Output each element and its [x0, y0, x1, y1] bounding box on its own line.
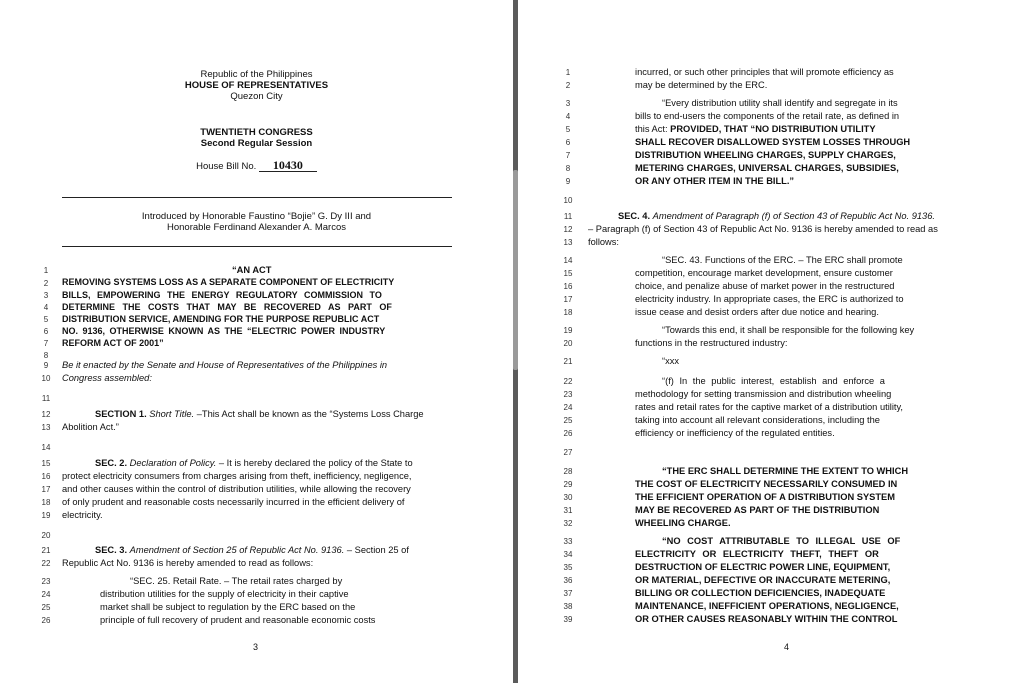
erc-determination-line: “THE ERC SHALL DETERMINE THE EXTENT TO WHICH [662, 466, 909, 476]
line-number: 5 [565, 125, 571, 134]
introduced-line-1: Introduced by Honorable Faustino “Bojie” G. Dy III and [141, 211, 372, 222]
continued-line: incurred, or such other principles that will promote efficiency as [635, 67, 894, 77]
no-cost-line: ELECTRICITY OR ELECTRICITY THEFT, THEFT OR [635, 549, 879, 559]
line-number: 23 [563, 390, 573, 399]
line-number: 4 [43, 303, 49, 312]
header-city: Quezon City [230, 91, 283, 102]
line-number: 37 [563, 589, 573, 598]
line-number: 32 [563, 519, 573, 528]
line-number: 12 [563, 225, 573, 234]
line-number: 2 [565, 81, 571, 90]
quoted-sec25-line: “SEC. 25. Retail Rate. – The retail rates charged by [130, 576, 343, 586]
line-number: 16 [41, 472, 51, 481]
erc-determination-line: WHEELING CHARGE. [635, 518, 731, 528]
section-2-line: of only prudent and reasonable costs necessarily incurred in the efficient delivery of [62, 497, 405, 507]
bill-number-line [0, 160, 513, 172]
no-cost-line: DESTRUCTION OF ELECTRIC POWER LINE, EQUIPMENT, [635, 562, 891, 572]
quoted-sec43-line: competition, encourage market development, ensure customer [635, 268, 893, 278]
paragraph-f-line: methodology for setting transmission and distribution wheeling [635, 389, 892, 399]
paragraph-f-line: “(f) In the public interest, establish and enforce a [662, 376, 885, 386]
bill-title-line: BILLS, EMPOWERING THE ENERGY REGULATORY COMMISSION TO [62, 290, 382, 300]
bill-title-line: REMOVING SYSTEMS LOSS AS A SEPARATE COMPONENT OF ELECTRICITY [62, 277, 395, 287]
line-number: 25 [563, 416, 573, 425]
section-3 [95, 545, 409, 556]
no-cost-line: MAINTENANCE, INEFFICIENT OPERATIONS, NEGLIGENCE, [635, 601, 899, 611]
bill-number: 10430 [259, 160, 317, 172]
no-cost-line: OR OTHER CAUSES REASONABLY WITHIN THE CONTROL [635, 614, 898, 624]
section-3-text-cont: Republic Act No. 9136 is hereby amended to read as follows: [62, 558, 314, 568]
section-1 [95, 409, 424, 420]
line-number: 1 [565, 68, 571, 77]
line-number: 23 [41, 577, 51, 586]
page-number: 4 [784, 642, 790, 652]
section-1-text-cont: Abolition Act.” [62, 422, 119, 432]
line-number: 4 [565, 112, 571, 121]
line-number: 3 [565, 99, 571, 108]
paragraph-f-line: taking into account all relevant considerations, including the [635, 415, 880, 425]
line-number: 24 [41, 590, 51, 599]
section-2-title: Declaration of Policy. [129, 458, 217, 468]
proviso-bold-line: METERING CHARGES, UNIVERSAL CHARGES, SUBSIDIES, [635, 163, 899, 173]
section-2-head: SEC. 2. [95, 458, 128, 468]
section-2-line: and other causes within the control of distribution utilities, while allowing the recovery [62, 484, 411, 494]
section-4 [618, 211, 935, 222]
line-number: 13 [41, 423, 51, 432]
line-number: 15 [563, 269, 573, 278]
line-number: 24 [563, 403, 573, 412]
line-number: 21 [41, 546, 51, 555]
line-number: 10 [41, 374, 51, 383]
line-number: 35 [563, 563, 573, 572]
section-4-text-cont: follows: [588, 237, 620, 247]
line-number: 7 [565, 151, 571, 160]
proviso-bold-line: OR ANY OTHER ITEM IN THE BILL.” [635, 176, 795, 186]
line-number: 18 [41, 498, 51, 507]
enacting-clause: Be it enacted by the Senate and House of Representatives of the Philippines in [62, 360, 388, 370]
line-number: 28 [563, 467, 573, 476]
line-number: 25 [41, 603, 51, 612]
line-number: 17 [563, 295, 573, 304]
line-number: 20 [41, 531, 51, 540]
act-title: “AN ACT [232, 265, 272, 275]
bill-title-line: DETERMINE THE COSTS THAT MAY BE RECOVERED AS PART OF [62, 302, 392, 312]
proviso-bold-line: DISTRIBUTION WHEELING CHARGES, SUPPLY CHARGES, [635, 150, 896, 160]
line-number: 8 [565, 164, 571, 173]
paragraph-f-line: efficiency or inefficiency of the regulated entities. [635, 428, 835, 438]
header-house: HOUSE OF REPRESENTATIVES [184, 80, 329, 91]
line-number: 9 [43, 361, 49, 370]
line-number: 27 [563, 448, 573, 457]
divider-bottom [62, 246, 452, 247]
divider-top [62, 197, 452, 198]
line-number: 9 [565, 177, 571, 186]
header-session: Second Regular Session [200, 138, 313, 149]
line-number: 22 [41, 559, 51, 568]
line-number: 38 [563, 602, 573, 611]
line-number: 11 [41, 394, 51, 403]
section-2-line: electricity. [62, 510, 103, 520]
quoted-sec25-line: distribution utilities for the supply of electricity in their captive [100, 589, 349, 599]
omission-marker: “xxx [662, 356, 680, 366]
line-number: 21 [563, 357, 573, 366]
line-number: 31 [563, 506, 573, 515]
line-number: 1 [43, 266, 49, 275]
line-number: 19 [41, 511, 51, 520]
line-number: 8 [43, 351, 49, 360]
section-4-head: SEC. 4. [618, 211, 651, 221]
proviso-lead: this Act: [635, 124, 671, 134]
line-number: 36 [563, 576, 573, 585]
line-number: 17 [41, 485, 51, 494]
distribution-paragraph-line: bills to end-users the components of the retail rate, as defined in [635, 111, 900, 121]
introduced-line-2: Honorable Ferdinand Alexander A. Marcos [166, 222, 347, 233]
no-cost-line: OR MATERIAL, DEFECTIVE OR INACCURATE METERING, [635, 575, 891, 585]
line-number: 14 [563, 256, 573, 265]
header-republic: Republic of the Philippines [200, 69, 313, 80]
quoted-sec43-line: issue cease and desist orders after due notice and hearing. [635, 307, 879, 317]
line-number: 6 [43, 327, 49, 336]
erc-determination-line: THE COST OF ELECTRICITY NECESSARILY CONSUMED IN [635, 479, 898, 489]
continued-line: may be determined by the ERC. [635, 80, 768, 90]
distribution-paragraph-line [635, 124, 876, 135]
line-number: 19 [563, 326, 573, 335]
section-4-title: Amendment of Paragraph (f) of Section 43 of Republic Act No. 9136. [652, 211, 935, 221]
line-number: 26 [563, 429, 573, 438]
towards-line: functions in the restructured industry: [635, 338, 788, 348]
section-3-head: SEC. 3. [95, 545, 128, 555]
page-4 [518, 0, 1024, 683]
paragraph-f-line: rates and retail rates for the captive market of a distribution utility, [635, 402, 904, 412]
section-4-text: – Paragraph (f) of Section 43 of Republic Act No. 9136 is hereby amended to read as [588, 224, 938, 234]
line-number: 7 [43, 339, 49, 348]
no-cost-line: BILLING OR COLLECTION DEFICIENCIES, INADEQUATE [635, 588, 886, 598]
line-number: 26 [41, 616, 51, 625]
quoted-sec43-line: electricity industry. In appropriate cases, the ERC is authorized to [635, 294, 904, 304]
line-number: 30 [563, 493, 573, 502]
line-number: 33 [563, 537, 573, 546]
line-number: 2 [43, 279, 49, 288]
proviso-text: PROVIDED, THAT “NO DISTRIBUTION UTILITY [670, 124, 876, 134]
line-number: 16 [563, 282, 573, 291]
line-number: 29 [563, 480, 573, 489]
erc-determination-line: MAY BE RECOVERED AS PART OF THE DISTRIBUTION [635, 505, 880, 515]
quoted-sec43-line: “SEC. 43. Functions of the ERC. – The ERC shall promote [662, 255, 903, 265]
section-2 [95, 458, 413, 469]
line-number: 3 [43, 291, 49, 300]
line-number: 6 [565, 138, 571, 147]
section-1-head: SECTION 1. [95, 409, 147, 419]
proviso-bold-line: SHALL RECOVER DISALLOWED SYSTEM LOSSES THROUGH [635, 137, 911, 147]
line-number: 10 [563, 196, 573, 205]
line-number: 18 [563, 308, 573, 317]
page-number: 3 [253, 642, 259, 652]
line-number: 14 [41, 443, 51, 452]
section-1-text: –This Act shall be known as the “Systems Loss Charge [194, 409, 424, 419]
section-3-text: – Section 25 of [344, 545, 409, 555]
bill-title-line: NO. 9136, OTHERWISE KNOWN AS THE “ELECTRIC POWER INDUSTRY [62, 326, 386, 336]
section-3-title: Amendment of Section 25 of Republic Act No. 9136. [129, 545, 345, 555]
line-number: 13 [563, 238, 573, 247]
towards-line: “Towards this end, it shall be responsible for the following key [662, 325, 915, 335]
quoted-sec43-line: choice, and penalize abuse of market power in the restructured [635, 281, 895, 291]
quoted-sec25-line: principle of full recovery of prudent and reasonable economic costs [100, 615, 376, 625]
section-1-title: Short Title. [149, 409, 195, 419]
line-number: 34 [563, 550, 573, 559]
bill-title-line: DISTRIBUTION SERVICE, AMENDING FOR THE PURPOSE REPUBLIC ACT [62, 314, 380, 324]
erc-determination-line: THE EFFICIENT OPERATION OF A DISTRIBUTION SYSTEM [635, 492, 895, 502]
header-congress: TWENTIETH CONGRESS [200, 127, 313, 138]
quoted-sec25-line: market shall be subject to regulation by the ERC based on the [100, 602, 356, 612]
bill-label: House Bill No. [196, 161, 257, 172]
line-number: 5 [43, 315, 49, 324]
line-number: 12 [41, 410, 51, 419]
bill-title-line: REFORM ACT OF 2001” [62, 338, 164, 348]
line-number: 15 [41, 459, 51, 468]
line-number: 22 [563, 377, 573, 386]
distribution-paragraph-line: “Every distribution utility shall identify and segregate in its [662, 98, 898, 108]
line-number: 11 [563, 212, 573, 221]
no-cost-line: “NO COST ATTRIBUTABLE TO ILLEGAL USE OF [662, 536, 901, 546]
section-2-line: protect electricity consumers from charges arising from theft, inefficiency, negligence, [62, 471, 412, 481]
enacting-clause: Congress assembled: [62, 373, 152, 383]
section-2-text: – It is hereby declared the policy of the State to [216, 458, 413, 468]
line-number: 39 [563, 615, 573, 624]
line-number: 20 [563, 339, 573, 348]
